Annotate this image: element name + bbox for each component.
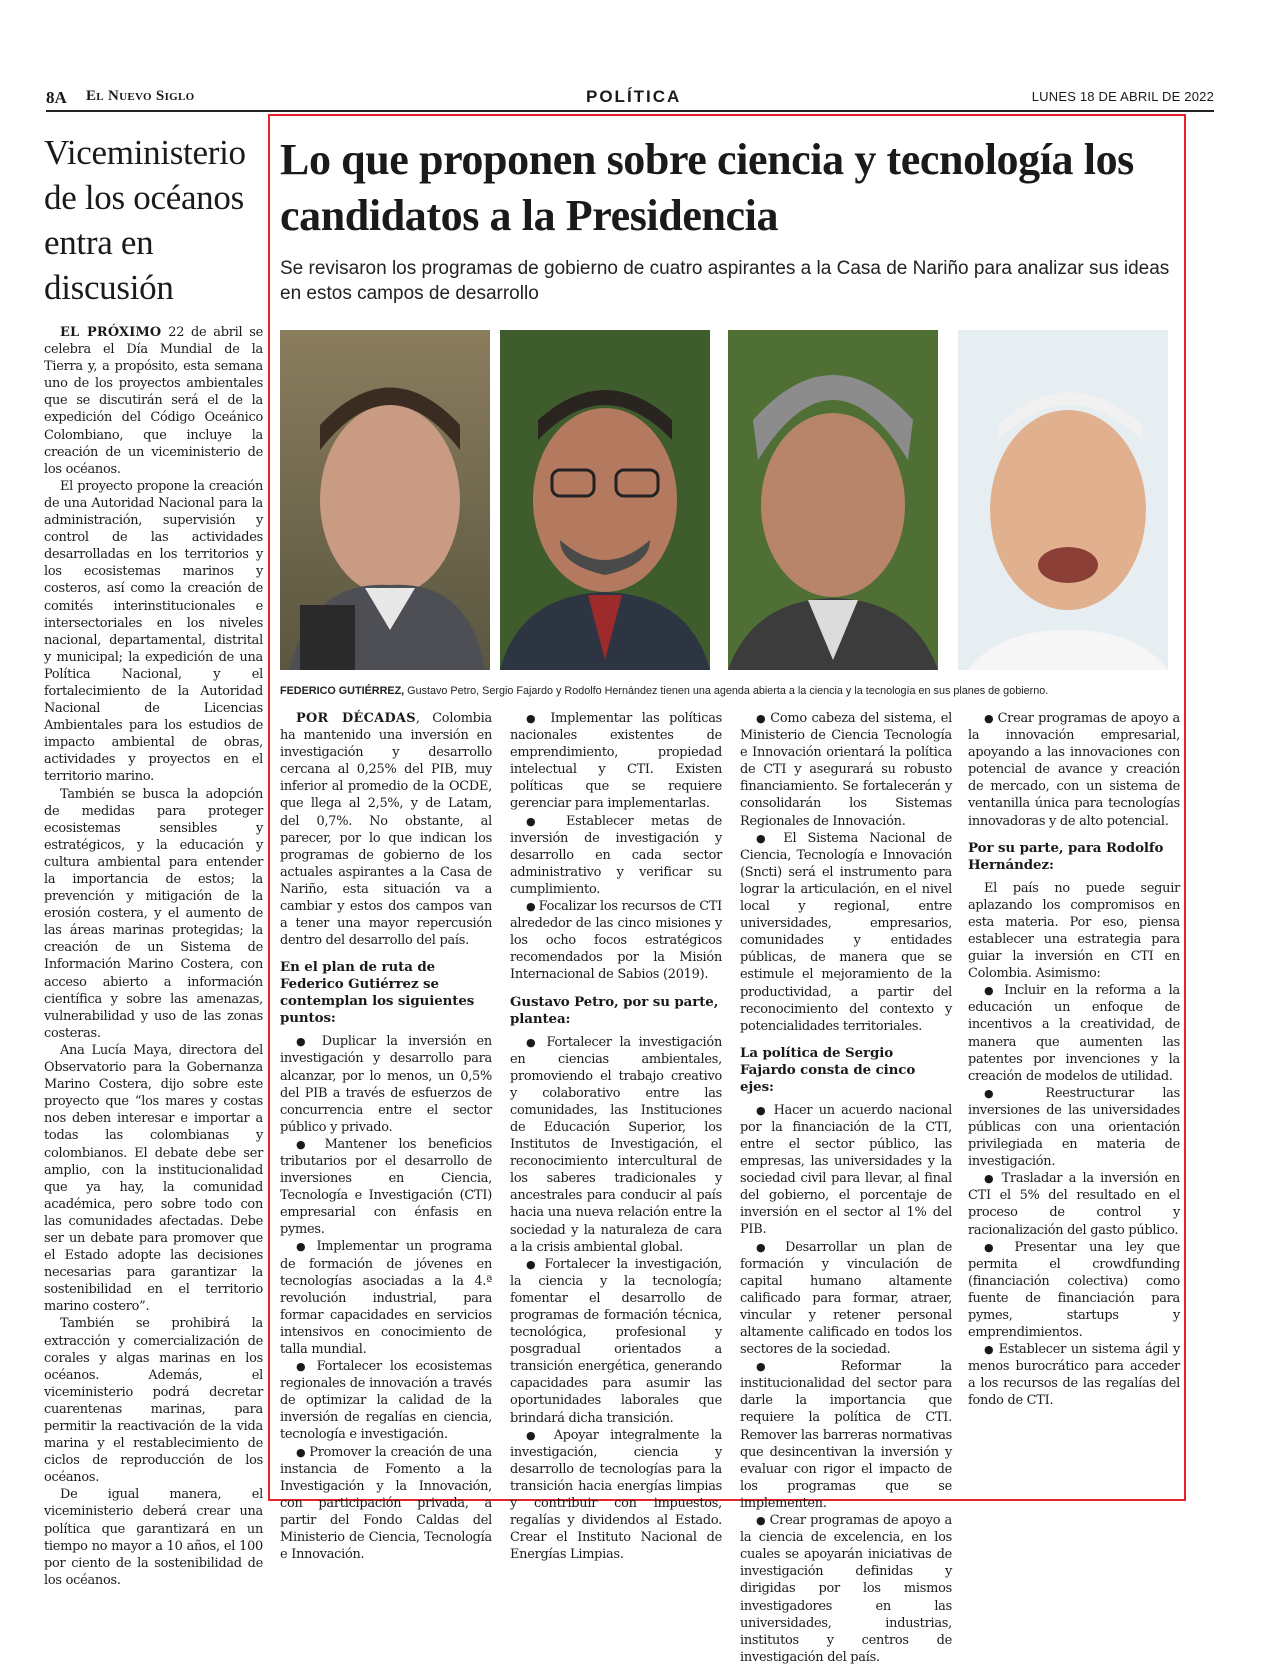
portrait-image [958, 330, 1168, 670]
portrait-image [280, 330, 490, 670]
bullet-item: ● Fortalecer la investigación, la ciencia y la tecnología; fomentar el desarrollo de programas de formación técnica, tecnológica, profesional y posgradual orientados a transición energética, generando capacidades para asumir las oportunidades laborales que brindará dicha transición. [510, 1256, 722, 1427]
bullet-item: ● Fortalecer los ecosistemas regionales de innovación a través de optimizar la calidad de la inversión de regalías en ciencia, tecnología e investigación. [280, 1358, 492, 1443]
bullet-item: ● Fortalecer la investigación en ciencias ambientales, promoviendo el trabajo creativo y colaborativo entre las comunidades, las Instituciones de Educación Superior, los Institutos de Investigación, el reconocimiento intercultural de los saberes tradicionales y ancestrales para conducir al país hacia una nueva relación entre la sociedad y la naturaleza de cara a la crisis ambiental global. [510, 1034, 722, 1256]
bullet-item: ● Incluir en la reforma a la educación un enfoque de incentivos a la creatividad, de manera que aumenten las patentes por invenciones y la creación de modelos de utilidad. [968, 982, 1180, 1085]
bullet-item: ● Crear programas de apoyo a la innovación empresarial, apoyando a las innovaciones con potencial de avance y creación de mercado, con un sistema de ventanilla única para tecnologías innovadoras y de alto potencial. [968, 710, 1180, 830]
candidate-photos [280, 330, 1168, 670]
bullet-item: ● Desarrollar un plan de formación y vinculación de capital humano altamente calificado para formar, atraer, vincular y retener personal altamente calificado en todos los sectores de la sociedad. [740, 1239, 952, 1359]
headline: Lo que proponen sobre ciencia y tecnología los candidatos a la Presidencia [280, 135, 1134, 240]
bullet-item: ● Como cabeza del sistema, el Ministerio de Ciencia Tecnología e Innovación orientará la política de CTI y asegurará su robusto financiamiento. Se fortalecerán y consolidarán los Sistemas Regionales de Innovación. [740, 710, 952, 830]
bullet-item: ● Implementar un programa de formación de jóvenes en tecnologías asociadas a la 4.ª revolución industrial, para formar capacidades en servicios intensivos en conocimiento de talla mundial. [280, 1238, 492, 1358]
newspaper-name: El Nuevo Siglo [86, 88, 195, 104]
portrait-image [728, 330, 938, 670]
issue-date: LUNES 18 DE ABRIL DE 2022 [1031, 89, 1214, 104]
sidebar-paragraph: Ana Lucía Maya, directora del Observatorio para la Gobernanza Marino Costera, dijo sobre este proyecto que “los mares y costas nos deben interesar e importar a todas las colombianas y colombianos. El debate debe ser amplio, con la institucionalidad que ya hay, la comunidad académica, pero sobre todo con las comunidades afectadas. Debe ser un debate para promover que el Estado adopte las decisiones necesarias para garantizar la sostenibilidad en el territorio marino costero”. [44, 1042, 263, 1315]
sidebar-title: Viceministerio de los océanos entra en discusión [44, 133, 246, 307]
article-paragraph: El país no puede seguir aplazando los compromisos en esta materia. Por eso, piensa establecer una estrategia para guiar la inversión en CTI en Colombia. Asimismo: [968, 880, 1180, 982]
bullet-item: ● Mantener los beneficios tributarios por el desarrollo de inversiones en Ciencia, Tecnología e Investigación (CTI) empresarial con énfasis en pymes. [280, 1136, 492, 1239]
bullet-item: ● Establecer metas de inversión de investigación y desarrollo en cada sector administrativo y verificar su cumplimiento. [510, 813, 722, 898]
photo-candidate-3 [728, 330, 938, 670]
bullet-item: ● Hacer un acuerdo nacional por la financiación de la CTI, entre el sector público, las empresas, las universidades y la sociedad civil para llevar, al final del gobierno, el porcentaje de inversión en el sector al 1% del PIB. [740, 1102, 952, 1239]
article-text: , Colombia ha mantenido una inversión en investigación y desarrollo cercana al 0,25% del PIB, muy inferior al promedio de la OCDE, que llega al 2,5%, y de Latam, del 0,7%. No obstante, al parecer, por lo que indican los programas de gobierno de los actuales aspirantes a la Casa de Nariño, esta situación va a cambiar y estos dos campos van a tener una mayor repercusión dentro del desarrollo del país. [280, 711, 492, 949]
photo-candidate-4 [958, 330, 1168, 670]
bullet-item: ● Implementar las políticas nacionales existentes de emprendimiento, propiedad intelectual y CTI. Existen políticas que se requiere gerenciar para implementarlas. [510, 710, 722, 813]
article-paragraph [280, 710, 492, 949]
sidebar-paragraph: También se busca la adopción de medidas para proteger ecosistemas sensibles y estratégicos, y la educación y cultura ambiental para entender la importancia de estos; la prevención y mitigación de la erosión costera, y el aumento de las áreas marinas protegidas; la creación de un Sistema de Información Marino Costera, con acceso abierto a información científica y sobre las amenazas, vulnerabilidad y uso de las zonas costeras. [44, 786, 263, 1041]
article-column-3 [740, 710, 952, 1666]
subheading-fajardo: La política de Sergio Fajardo consta de cinco ejes: [740, 1044, 916, 1095]
article-column-2 [510, 710, 722, 1563]
sidebar-paragraph [44, 324, 263, 478]
bullet-item: ● Presentar una ley que permita el crowdfunding (financiación colectiva) como fuente de financiación para pymes, startups y emprendimientos. [968, 1239, 1180, 1342]
subheading-gutierrez: En el plan de ruta de Federico Gutiérrez se contemplan los siguientes puntos: [280, 959, 475, 1027]
sidebar-lead: EL PRÓXIMO [60, 325, 162, 340]
sidebar-paragraph: El proyecto propone la creación de una Autoridad Nacional para la administración, supervisión y control de las actividades desarrolladas en los territorios y los ecosistemas marinos y costeros, así como la creación de comités interinstitucionales e intersectoriales en los niveles nacional, departamental, distrital y municipal; la expedición de una Política Nacional, y el fortalecimiento de la Autoridad Nacional de Licencias Ambientales para los estudios de impacto ambiental de obras, actividades y proyectos en el territorio marino. [44, 478, 263, 785]
article-column-1 [280, 710, 492, 1563]
bullet-item: ● El Sistema Nacional de Ciencia, Tecnología e Innovación (Sncti) será el instrumento para lograr la articulación, en el nivel local y regional, entre universidades, empresarios, comunidades y entidades públicas, de manera que se estimule el mejoramiento de la productividad, a partir del reconocimiento del contexto y potencialidades territoriales. [740, 830, 952, 1035]
photo-caption [280, 685, 1180, 697]
caption-lead: FEDERICO GUTIÉRREZ, [280, 685, 405, 697]
sidebar-text: 22 de abril se celebra el Día Mundial de la Tierra y, a propósito, esta semana uno de los proyectos ambientales que se discutirán será el de la expedición del Código Oceánico Colombiano, que incluye la creación de un viceministerio de los océanos. [44, 325, 263, 477]
bullet-item: ● Reestructurar las inversiones de las universidades públicas con una orientación privilegiada en materia de investigación. [968, 1085, 1180, 1170]
bullet-item: ● Establecer un sistema ágil y menos burocrático para acceder a los recursos de las regalías del fondo de CTI. [968, 1341, 1180, 1409]
masthead [46, 88, 1214, 110]
photo-candidate-1 [280, 330, 490, 670]
sidebar-article [44, 130, 263, 1589]
photo-candidate-2 [500, 330, 710, 670]
masthead-rule [46, 110, 1214, 112]
caption-text: Gustavo Petro, Sergio Fajardo y Rodolfo Hernández tienen una agenda abierta a la ciencia y la tecnología en sus planes de gobierno. [404, 685, 1049, 697]
page-number: 8A [46, 88, 67, 107]
subheading-petro: Gustavo Petro, por su parte, plantea: [510, 993, 719, 1027]
article-column-4 [968, 710, 1180, 1410]
subheadline: Se revisaron los programas de gobierno de cuatro aspirantes a la Casa de Nariño para analizar sus ideas en estos campos de desarrollo [280, 258, 1170, 304]
sidebar-body [44, 324, 263, 1589]
sidebar-paragraph: De igual manera, el viceministerio deberá crear una política que garantizará en un tiempo no mayor a 10 años, el 100 por ciento de la sostenibilidad de los océanos. [44, 1487, 263, 1588]
bullet-item: ● Duplicar la inversión en investigación y desarrollo para alcanzar, por lo menos, un 0,5% del PIB a través de esfuerzos de concurrencia entre el sector público y privado. [280, 1033, 492, 1136]
bullet-item: ● Trasladar a la inversión en CTI el 5% del resultado en el proceso de control y racionalización del gasto público. [968, 1170, 1180, 1238]
bullet-item: ● Apoyar integralmente la investigación, ciencia y desarrollo de tecnologías para la transición hacia energías limpias y contribuir con impuestos, regalías y dividendos al Estado. Crear el Instituto Nacional de Energías Limpias. [510, 1427, 722, 1564]
section-title: POLÍTICA [586, 87, 682, 106]
bullet-item: ● Reformar la institucionalidad del sector para darle la importancia que requiere la política de CTI. Remover las barreras normativas que desincentivan la inversión y evaluar con rigor el impacto de los programas que se implementen. [740, 1358, 952, 1512]
bullet-item: ● Focalizar los recursos de CTI alrededor de las cinco misiones y los ocho focos estratégicos recomendados por la Misión Internacional de Sabios (2019). [510, 898, 722, 983]
sidebar-paragraph: También se prohibirá la extracción y comercialización de corales y algas marinas en los océanos. Además, el viceministerio podrá decretar cuarentenas marinas, para permitir la reactivación de la vida marina y el restablecimiento de ciclos de reproducción de los océanos. [44, 1316, 263, 1486]
portrait-image [500, 330, 710, 670]
article-lead: POR DÉCADAS [296, 711, 416, 726]
subheading-hernandez: Por su parte, para Rodolfo Hernández: [968, 839, 1164, 873]
bullet-item: ● Crear programas de apoyo a la ciencia de excelencia, en los cuales se apoyarán iniciativas de investigación definidas y dirigidas por los mismos investigadores en las universidades, industrias, institutos y centros de investigación del país. [740, 1512, 952, 1666]
bullet-item: ● Promover la creación de una instancia de Fomento a la Investigación y la Innovación, con participación privada, a partir del Fondo Caldas del Ministerio de Ciencia, Tecnología e Innovación. [280, 1444, 492, 1564]
